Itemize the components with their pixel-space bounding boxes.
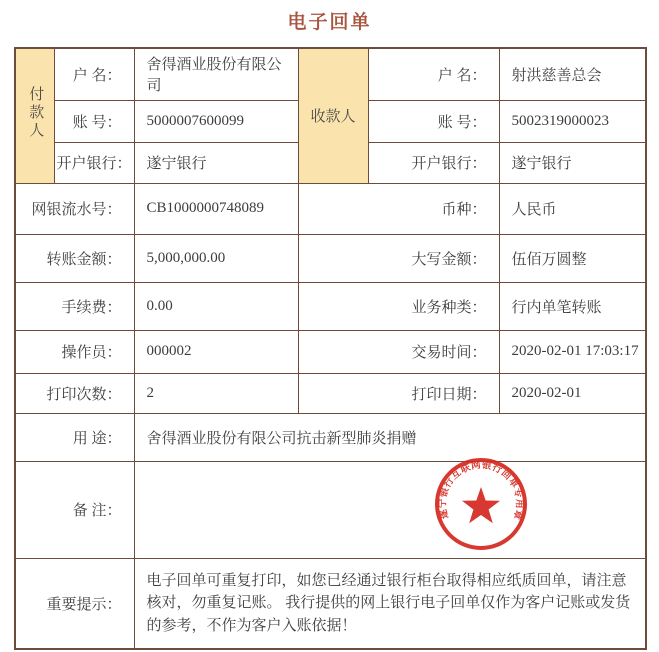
transaction-time-label: 交易时间： xyxy=(298,330,499,373)
page-title: 电子回单 xyxy=(287,12,372,33)
payee-name-value: 射洪慈善总会 xyxy=(499,48,646,100)
payer-name-value: 舍得酒业股份有限公司 xyxy=(134,48,298,100)
amount-words-label: 大写金额： xyxy=(298,234,499,282)
svg-text:遂宁银行互联网银行回单专用章 xyxy=(436,458,525,521)
operator-value: 000002 xyxy=(134,330,298,373)
amount-label: 转账金额： xyxy=(15,234,134,282)
payer-group-label: 付款人 xyxy=(27,86,44,141)
table-row xyxy=(15,373,646,413)
operator-label: 操作员： xyxy=(15,330,134,373)
fee-value: 0.00 xyxy=(134,282,298,330)
stamp-star-icon xyxy=(462,487,500,523)
payee-bank-label: 开户银行： xyxy=(368,142,499,183)
serial-label: 网银流水号： xyxy=(15,183,134,234)
transaction-time-value: 2020-02-01 17:03:17 xyxy=(499,330,646,373)
print-date-value: 2020-02-01 xyxy=(499,373,646,413)
payer-bank-value: 遂宁银行 xyxy=(134,142,298,183)
purpose-value: 舍得酒业股份有限公司抗击新型肺炎捐赠 xyxy=(134,413,646,461)
print-count-label: 打印次数： xyxy=(15,373,134,413)
receipt-table xyxy=(14,47,647,650)
table-row xyxy=(15,461,646,558)
amount-value: 5,000,000.00 xyxy=(134,234,298,282)
currency-label: 币种： xyxy=(298,183,499,234)
remark-label: 备 注： xyxy=(15,461,134,558)
payee-bank-value: 遂宁银行 xyxy=(499,142,646,183)
amount-words-value: 伍佰万圆整 xyxy=(499,234,646,282)
stamp-text: 遂宁银行互联网银行回单专用章 xyxy=(437,460,524,521)
business-type-label: 业务种类： xyxy=(298,282,499,330)
table-row xyxy=(15,558,646,649)
payee-account-value: 5002319000023 xyxy=(499,100,646,142)
remark-value xyxy=(134,461,646,558)
table-row xyxy=(15,282,646,330)
payer-account-value: 5000007600099 xyxy=(134,100,298,142)
notice-value: 电子回单可重复打印，如您已经通过银行柜台取得相应纸质回单，请注意核对，勿重复记账。 我行提供的网上银行电子回单仅作为客户记账或发货的参考，不作为客户入账依据！ xyxy=(134,558,646,649)
stamp-circle xyxy=(437,460,525,548)
payer-bank-label: 开户银行： xyxy=(54,142,134,183)
payer-group-header xyxy=(15,48,54,183)
business-type-value: 行内单笔转账 xyxy=(499,282,646,330)
fee-label: 手续费： xyxy=(15,282,134,330)
notice-label: 重要提示： xyxy=(15,558,134,649)
table-row xyxy=(15,183,646,234)
payee-account-label: 账 号： xyxy=(368,100,499,142)
print-count-value: 2 xyxy=(134,373,298,413)
payee-group-label: 收款人 xyxy=(310,109,356,126)
print-date-label: 打印日期： xyxy=(298,373,499,413)
serial-value: CB1000000748089 xyxy=(134,183,298,234)
table-row xyxy=(15,48,646,100)
table-row xyxy=(15,330,646,373)
purpose-label: 用 途： xyxy=(15,413,134,461)
payee-group-header xyxy=(298,48,368,183)
bank-seal-stamp xyxy=(431,454,531,554)
payee-name-label: 户 名： xyxy=(368,48,499,100)
currency-value: 人民币 xyxy=(499,183,646,234)
payer-account-label: 账 号： xyxy=(54,100,134,142)
table-row xyxy=(15,234,646,282)
table-row xyxy=(15,413,646,461)
payer-name-label: 户 名： xyxy=(54,48,134,100)
